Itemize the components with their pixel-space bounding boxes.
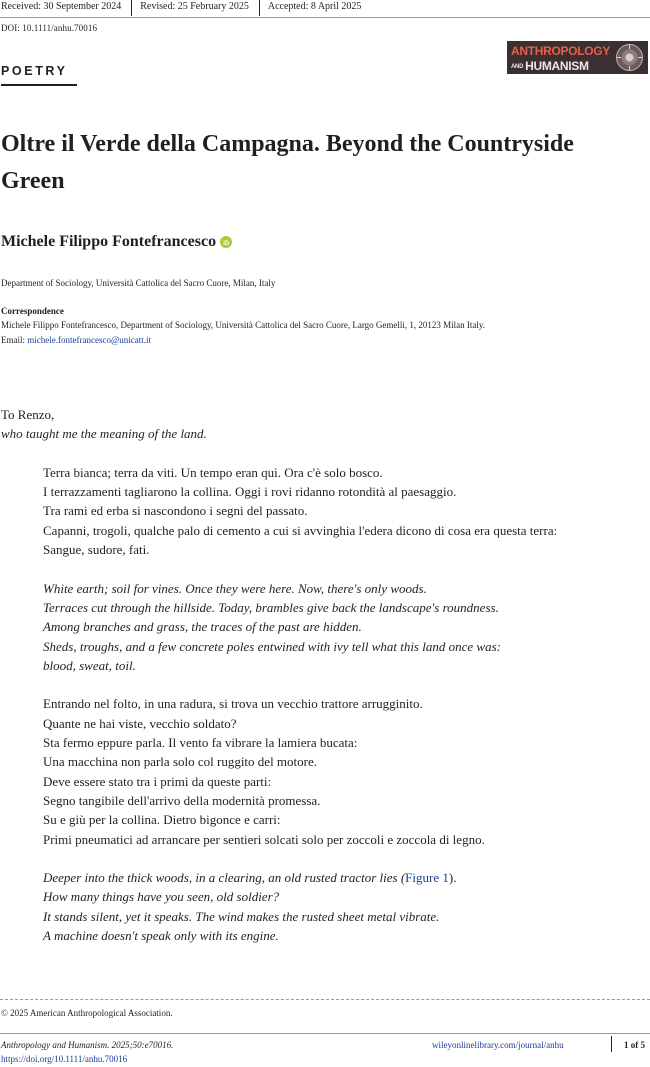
received-date: Received: 30 September 2024: [1, 1, 122, 12]
copyright: © 2025 American Anthropological Association.: [1, 1008, 173, 1018]
logo-emblem-icon: [615, 43, 644, 72]
dedication-line2: who taught me the meaning of the land.: [1, 426, 207, 442]
affiliation: Department of Sociology, Università Cattolica del Sacro Cuore, Milan, Italy: [1, 278, 276, 288]
poem-line: Primi pneumatici ad arrancare per sentieri solcati solo per zoccoli e zoccola di legno.: [43, 831, 485, 847]
doi-link[interactable]: https://doi.org/10.1111/anhu.70016: [1, 1054, 128, 1064]
poem-line: Entrando nel folto, in una radura, si trova un vecchio trattore arrugginito.: [43, 696, 423, 712]
poem-line: A machine doesn't speak only with its engine.: [43, 928, 279, 944]
svg-text:iD: iD: [223, 240, 230, 247]
journal-logo[interactable]: [507, 41, 648, 74]
poem-line: Deve essere stato tra i primi da queste parti:: [43, 773, 272, 789]
divider: [611, 1036, 612, 1052]
correspondence-text: Michele Filippo Fontefrancesco, Department of Sociology, Università Cattolica del Sacro Cuore, Largo Gemelli, 1, 20123 Milan Italy.: [1, 320, 486, 330]
email-link[interactable]: michele.fontefrancesco@unicatt.it: [27, 335, 151, 345]
doi-link-line: [1, 1054, 127, 1064]
section-rule: [1, 84, 77, 86]
poem-line: Una macchina non parla solo col ruggito del motore.: [43, 754, 318, 770]
accepted-date: Accepted: 8 April 2025: [267, 1, 362, 12]
revised-date: Revised: 25 February 2025: [140, 1, 249, 12]
journal-url-line: [432, 1040, 564, 1050]
header-rule: [0, 17, 650, 18]
poem-line: Deeper into the thick woods, in a clearing, an old rusted tractor lies (Figure 1).: [43, 870, 457, 886]
poem-line: It stands silent, yet it speaks. The wind makes the rusted sheet metal vibrate.: [43, 908, 440, 924]
dedication-line1: To Renzo,: [1, 407, 55, 422]
journal-url-link[interactable]: wileyonlinelibrary.com/journal/anhu: [432, 1040, 564, 1050]
poem-line: Terraces cut through the hillside. Today, brambles give back the landscape's roundness.: [43, 599, 499, 615]
figure-link[interactable]: Figure 1: [405, 870, 449, 886]
poem-line: Su e giù per la collina. Dietro bigonce e carri:: [43, 812, 281, 828]
email-label: Email:: [1, 335, 25, 345]
logo-line1: ANTHROPOLOGY: [511, 44, 611, 58]
author-name[interactable]: Michele Filippo Fontefrancesco: [1, 233, 217, 250]
poem-line: I terrazzamenti tagliarono la collina. Oggi i rovi ridanno rotondità al paesaggio.: [43, 484, 457, 500]
logo-line2: AND HUMANISM: [511, 59, 589, 73]
doi: DOI: 10.1111/anhu.70016: [1, 23, 98, 33]
poem-line: Terra bianca; terra da viti. Un tempo eran qui. Ora c'è solo bosco.: [43, 464, 383, 480]
article-title: Oltre il Verde della Campagna. Beyond the Countryside Green: [1, 131, 574, 194]
poem-line: blood, sweat, toil.: [43, 657, 136, 673]
footer-rule: [0, 1033, 650, 1034]
poem-line: White earth; soil for vines. Once they were here. Now, there's only woods.: [43, 580, 427, 596]
poem-line: How many things have you seen, old soldier?: [43, 889, 280, 905]
article-dates: [0, 0, 371, 15]
poem-line: Quante ne hai viste, vecchio soldato?: [43, 715, 237, 731]
correspondence-heading: Correspondence: [1, 306, 64, 316]
orcid-icon[interactable]: [220, 236, 232, 248]
poem-line: Segno tangibile dell'arrivo della modernità promessa.: [43, 792, 321, 808]
author-line: [1, 233, 232, 251]
poem-line: Tra rami ed erba si nascondono i segni del passato.: [43, 503, 308, 519]
poem-line: Capanni, trogoli, qualche palo di cemento a cui si avvinghia l'edera dicono di cosa era questa terra:: [43, 522, 558, 538]
page-number: 1 of 5: [624, 1040, 645, 1050]
section-label: POETRY: [1, 64, 68, 78]
divider: [259, 0, 260, 16]
email-line: [1, 335, 151, 345]
poem-body: [1, 405, 611, 945]
poem-line: Sheds, troughs, and a few concrete poles entwined with ivy tell what this land once was:: [43, 638, 501, 654]
poem-line: Sangue, sudore, fati.: [43, 542, 150, 558]
poem-line: Among branches and grass, the traces of the past are hidden.: [43, 619, 362, 635]
footer-divider: [0, 999, 650, 1000]
journal-citation: Anthropology and Humanism. 2025;50:e70016.: [1, 1040, 174, 1050]
divider: [131, 0, 132, 16]
poem-line: Sta fermo eppure parla. Il vento fa vibrare la lamiera bucata:: [43, 735, 358, 751]
